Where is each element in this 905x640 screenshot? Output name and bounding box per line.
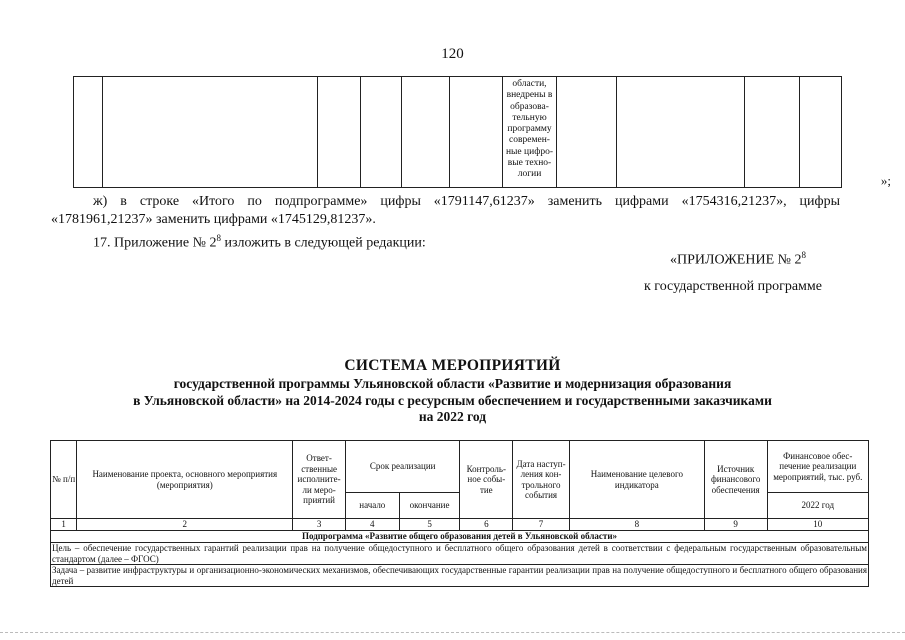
indicator-line: области, — [512, 79, 547, 89]
indicator-line: программу — [507, 124, 552, 135]
column-number: 2 — [77, 519, 293, 531]
prev-table-cell — [103, 77, 318, 188]
measures-table — [50, 440, 869, 587]
appendix-label — [670, 246, 806, 270]
header-control-event: Контроль-ное собы-тие — [460, 441, 513, 519]
column-number: 3 — [293, 519, 346, 531]
item-17-text: 17. Приложение № 2 — [93, 235, 217, 251]
column-number: 9 — [704, 519, 767, 531]
subprogram-row: Подпрограмма «Развитие общего образования детей в Ульяновской области» — [51, 531, 869, 543]
indicator-text — [503, 77, 556, 181]
header-source: Источник финансового обеспечения — [704, 441, 767, 519]
goal-row: Цель – обеспечение государственных гарантий реализации прав на получение общедоступного и бесплатного общего образования детей в соответствии с федеральным государственным образовательным стандартом (далее – ФГОС) — [52, 543, 867, 564]
header-finance: Финансовое обес-печение реализации мероприятий, тыс. руб. — [767, 441, 868, 493]
prev-table-cell — [450, 77, 503, 188]
column-number: 7 — [513, 519, 570, 531]
header-executor: Ответ-ственные исполните-ли меро-приятий — [293, 441, 346, 519]
column-number: 1 — [51, 519, 77, 531]
page-edge-line — [0, 632, 905, 635]
amendment-line-2: «1781961,21237» заменить цифрами «1745129,81237». — [51, 212, 376, 227]
indicator-line: внедрены в — [506, 90, 553, 101]
previous-table-fragment — [73, 76, 842, 188]
header-end: окончание — [399, 493, 460, 519]
heading-line: на 2022 год — [418, 409, 487, 424]
prev-table-cell — [745, 77, 800, 188]
closing-quote-mark: »; — [880, 173, 891, 188]
appendix-subtitle: к государственной программе — [644, 279, 822, 294]
prev-table-cell — [361, 77, 402, 188]
indicator-line: тельную — [512, 112, 547, 123]
column-number: 5 — [399, 519, 460, 531]
prev-table-cell — [318, 77, 361, 188]
prev-table-cell — [402, 77, 450, 188]
page-number: 120 — [441, 46, 464, 62]
prev-table-cell — [557, 77, 617, 188]
amendment-line-1: ж) в строке «Итого по подпрограмме» цифры «1791147,61237» заменить цифрами «1754316,21237», цифры — [93, 194, 840, 209]
header-start: начало — [345, 493, 399, 519]
header-indicator: Наименование целевого индикатора — [569, 441, 704, 519]
heading-title: СИСТЕМА МЕРОПРИЯТИЙ — [344, 357, 561, 374]
column-number: 10 — [767, 519, 868, 531]
indicator-line: вые техно- — [507, 158, 552, 169]
prev-table-cell — [74, 77, 103, 188]
column-number: 6 — [460, 519, 513, 531]
header-period: Срок реализации — [345, 441, 460, 493]
task-row: Задача – развитие инфраструктуры и организационно-экономических механизмов, обеспечивающих государственные гарантии реализации прав на получение общедоступного и бесплатного общего образования детей — [52, 565, 867, 586]
column-number: 8 — [569, 519, 704, 531]
column-number: 4 — [345, 519, 399, 531]
header-event-date: Дата наступ-ления кон-трольного события — [513, 441, 570, 519]
prev-table-cell — [617, 77, 745, 188]
heading-subtitle — [0, 376, 905, 426]
heading-line: государственной программы Ульяновской области «Развитие и модернизация образования — [173, 376, 732, 391]
header-year: 2022 год — [767, 493, 868, 519]
indicator-line: образова- — [510, 101, 549, 112]
item-17-tail: изложить в следующей редакции: — [221, 235, 426, 251]
appendix-label-sup: 8 — [801, 250, 806, 260]
heading-line: в Ульяновской области» на 2014-2024 годы с ресурсным обеспечением и государственными заказчиками — [133, 392, 772, 408]
prev-table-cell — [800, 77, 842, 188]
item-17 — [93, 229, 426, 253]
header-num: № п/п — [51, 441, 77, 519]
header-name: Наименование проекта, основного мероприятия (мероприятия) — [77, 441, 293, 519]
item-17-sup: 8 — [216, 233, 221, 243]
appendix-label-text: «ПРИЛОЖЕНИЕ № 2 — [670, 252, 802, 268]
indicator-line: современ- — [509, 135, 550, 146]
prev-table-cell-indicator — [503, 77, 557, 188]
indicator-line: логии — [517, 169, 542, 180]
indicator-line: ные цифро- — [505, 146, 554, 157]
